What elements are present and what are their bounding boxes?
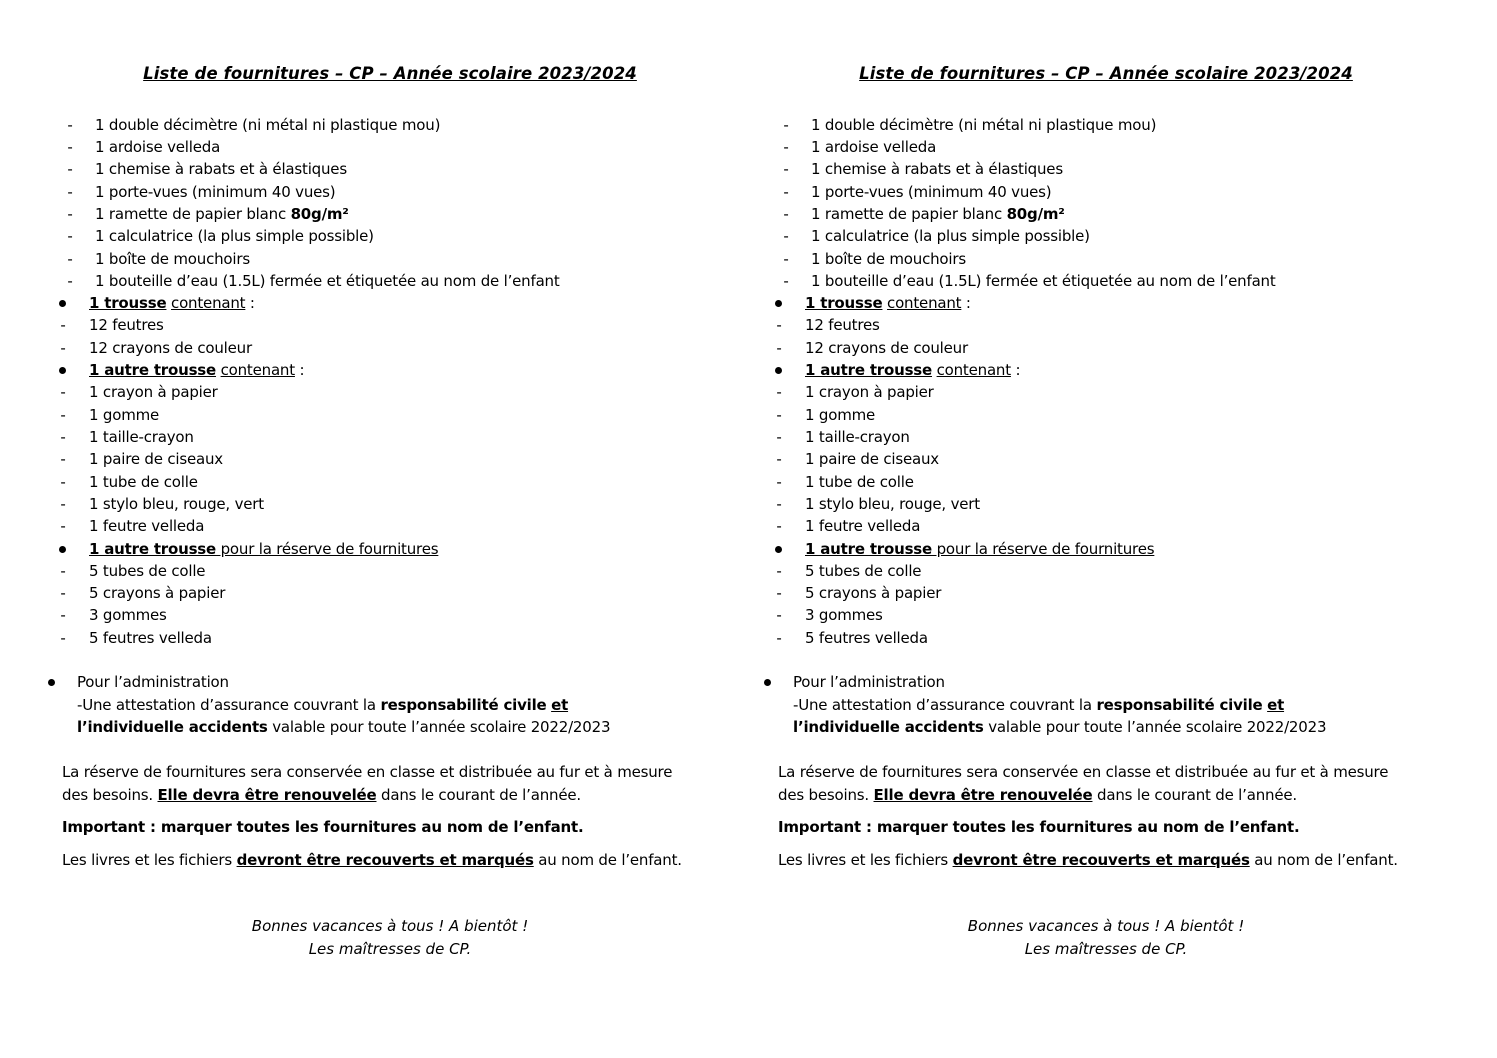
trousse-item: 5 feutres velleda bbox=[805, 629, 928, 647]
trousse-item: 1 gomme bbox=[89, 406, 160, 424]
trousse-item: 1 tube de colle bbox=[805, 473, 914, 491]
supply-item: 1 ramette de papier blanc 80g/m² bbox=[811, 205, 1065, 223]
trousse-item: 5 crayons à papier bbox=[805, 584, 942, 602]
admin-line: l’individuelle accidents valable pour toute l’année scolaire 2022/2023 bbox=[77, 718, 611, 736]
document-title: Liste de fournitures – CP – Année scolaire 2023/2024 bbox=[143, 64, 637, 83]
supply-list-right: Liste de fournitures – CP – Année scolaire 2023/2024 - 1 double décimètre (ni métal ni plastique mou) - 1 ardoise velleda - 1 chemise à rabats et à élastiques - 1 porte-vues (minimum 40 vues) - 1 ramette de papier blanc 80g/m² - 1 calculatrice (la plus simple possible) - 1 boîte de mouchoirs - 1 bouteille d’eau (1.5L) fermée et étiquetée au nom de l’enfant 1 trousse contenant : - 12 feutres - 12 crayons de couleur 1 autre trousse contenant : - 1 crayon à papier - 1 gomme - 1 taille-crayon - 1 paire de ciseaux - 1 tube de colle - 1 stylo bleu, rouge, vert - 1 feutre velleda 1 autre trousse pour la réserve de fournitures - 5 tubes de colle - 5 crayons à papier - 3 gommes - 5 feutres velleda Pour l’administration -Une attestation d’assurance couvrant la responsabilité civile et l’individuelle accidents valable pour toute l’année scolaire 2022/2023 La réserve de fournitures sera conservée en classe et distribuée au fur et à mesure des besoins. Elle devra être renouvelée dans le courant de l’année. Important : marquer toutes les fournitures au nom de l’enfant. Les livres et les fichiers devront être recouverts et marqués au nom de l’enfant. Bonnes vacances à tous ! A bientôt ! Les maîtresses de CP. bbox=[716, 0, 1416, 1058]
supply-item: 1 calculatrice (la plus simple possible) bbox=[95, 227, 374, 245]
trousse-item: 1 stylo bleu, rouge, vert bbox=[89, 495, 264, 513]
trousse-heading: 1 autre trousse pour la réserve de fournitures bbox=[805, 540, 1155, 558]
trousse-item: 3 gommes bbox=[89, 606, 167, 624]
supply-item: 1 boîte de mouchoirs bbox=[811, 250, 966, 268]
document-title: Liste de fournitures – CP – Année scolaire 2023/2024 bbox=[859, 64, 1353, 83]
trousse-item: 1 taille-crayon bbox=[805, 428, 910, 446]
supply-item: 1 ramette de papier blanc 80g/m² bbox=[95, 205, 349, 223]
trousse-item: 1 gomme bbox=[805, 406, 876, 424]
reserve-note: La réserve de fournitures sera conservée en classe et distribuée au fur et à mesure des besoins. Elle devra être renouvelée dans le courant de l’année. bbox=[778, 763, 1389, 804]
books-note: Les livres et les fichiers devront être recouverts et marqués au nom de l’enfant. bbox=[62, 851, 682, 869]
supply-item: 1 double décimètre (ni métal ni plastique mou) bbox=[811, 116, 1157, 134]
trousse-heading: 1 trousse contenant : bbox=[89, 294, 255, 312]
trousse-item: 1 crayon à papier bbox=[89, 383, 218, 401]
trousse-item: 1 feutre velleda bbox=[805, 517, 921, 535]
supply-item: 1 bouteille d’eau (1.5L) fermée et étiquetée au nom de l’enfant bbox=[811, 272, 1276, 290]
trousse-item: 12 feutres bbox=[89, 316, 164, 334]
supply-item: 1 ardoise velleda bbox=[95, 138, 221, 156]
closing: Bonnes vacances à tous ! A bientôt ! Les maîtresses de CP. bbox=[251, 917, 529, 958]
supply-item: 1 calculatrice (la plus simple possible) bbox=[811, 227, 1090, 245]
trousse-heading: 1 autre trousse contenant : bbox=[805, 361, 1021, 379]
supply-item: 1 chemise à rabats et à élastiques bbox=[95, 160, 347, 178]
trousse-heading: 1 trousse contenant : bbox=[805, 294, 971, 312]
closing: Bonnes vacances à tous ! A bientôt ! Les maîtresses de CP. bbox=[967, 917, 1245, 958]
admin-line: -Une attestation d’assurance couvrant la responsabilité civile et bbox=[77, 696, 569, 714]
trousse-heading: 1 autre trousse pour la réserve de fournitures bbox=[89, 540, 439, 558]
trousse-item: 5 crayons à papier bbox=[89, 584, 226, 602]
supply-item: 1 porte-vues (minimum 40 vues) bbox=[811, 183, 1052, 201]
trousse-heading: 1 autre trousse contenant : bbox=[89, 361, 305, 379]
trousse-item: 1 paire de ciseaux bbox=[89, 450, 223, 468]
trousse-item: 1 stylo bleu, rouge, vert bbox=[805, 495, 980, 513]
supply-item: 1 boîte de mouchoirs bbox=[95, 250, 250, 268]
trousse-item: 1 feutre velleda bbox=[89, 517, 205, 535]
trousse-item: 5 tubes de colle bbox=[89, 562, 206, 580]
trousse-item: 12 crayons de couleur bbox=[89, 339, 252, 357]
trousse-item: 1 taille-crayon bbox=[89, 428, 194, 446]
admin-line: -Une attestation d’assurance couvrant la responsabilité civile et bbox=[793, 696, 1285, 714]
trousse-item: 3 gommes bbox=[805, 606, 883, 624]
reserve-note: La réserve de fournitures sera conservée en classe et distribuée au fur et à mesure des besoins. Elle devra être renouvelée dans le courant de l’année. bbox=[62, 763, 673, 804]
trousse-item: 1 crayon à papier bbox=[805, 383, 934, 401]
trousse-item: 12 crayons de couleur bbox=[805, 339, 968, 357]
supply-item: 1 ardoise velleda bbox=[811, 138, 937, 156]
trousse-item: 12 feutres bbox=[805, 316, 880, 334]
supply-item: 1 bouteille d’eau (1.5L) fermée et étiquetée au nom de l’enfant bbox=[95, 272, 560, 290]
paper-weight: 80g/m² bbox=[290, 205, 349, 223]
supply-item: 1 porte-vues (minimum 40 vues) bbox=[95, 183, 336, 201]
trousse-item: 1 tube de colle bbox=[89, 473, 198, 491]
trousse-item: 1 paire de ciseaux bbox=[805, 450, 939, 468]
important-note: Important : marquer toutes les fournitures au nom de l’enfant. bbox=[62, 818, 584, 836]
trousse-item: 5 tubes de colle bbox=[805, 562, 922, 580]
admin-heading: Pour l’administration bbox=[793, 673, 945, 691]
paper-weight: 80g/m² bbox=[1006, 205, 1065, 223]
books-note: Les livres et les fichiers devront être recouverts et marqués au nom de l’enfant. bbox=[778, 851, 1398, 869]
supply-list-left: Liste de fournitures – CP – Année scolaire 2023/2024 - 1 double décimètre (ni métal ni plastique mou) - 1 ardoise velleda - 1 chemise à rabats et à élastiques - 1 porte-vues (minimum 40 vues) - 1 ramette de papier blanc 80g/m² - 1 calculatrice (la plus simple possible) - 1 boîte de mouchoirs - 1 bouteille d’eau (1.5L) fermée et étiquetée au nom de l’enfant 1 trousse contenant : - 12 feutres - 12 crayons de couleur 1 autre trousse contenant : - 1 crayon à papier - 1 gomme - 1 taille-crayon - 1 paire de ciseaux - 1 tube de colle - 1 stylo bleu, rouge, vert - 1 feutre velleda 1 autre trousse pour la réserve de fournitures - 5 tubes de colle - 5 crayons à papier - 3 gommes - 5 feutres velleda Pour l’administration -Une attestation d’assurance couvrant la responsabilité civile et l’individuelle accidents valable pour toute l’année scolaire 2022/2023 La réserve de fournitures sera conservée en classe et distribuée au fur et à mesure des besoins. Elle devra être renouvelée dans le courant de l’année. Important : marquer toutes les fournitures au nom de l’enfant. Les livres et les fichiers devront être recouverts et marqués au nom de l’enfant. Bonnes vacances à tous ! A bientôt ! Les maîtresses de CP. bbox=[0, 0, 700, 1058]
trousse-item: 5 feutres velleda bbox=[89, 629, 212, 647]
admin-heading: Pour l’administration bbox=[77, 673, 229, 691]
admin-line: l’individuelle accidents valable pour toute l’année scolaire 2022/2023 bbox=[793, 718, 1327, 736]
important-note: Important : marquer toutes les fournitures au nom de l’enfant. bbox=[778, 818, 1300, 836]
supply-item: 1 chemise à rabats et à élastiques bbox=[811, 160, 1063, 178]
supply-item: 1 double décimètre (ni métal ni plastique mou) bbox=[95, 116, 441, 134]
